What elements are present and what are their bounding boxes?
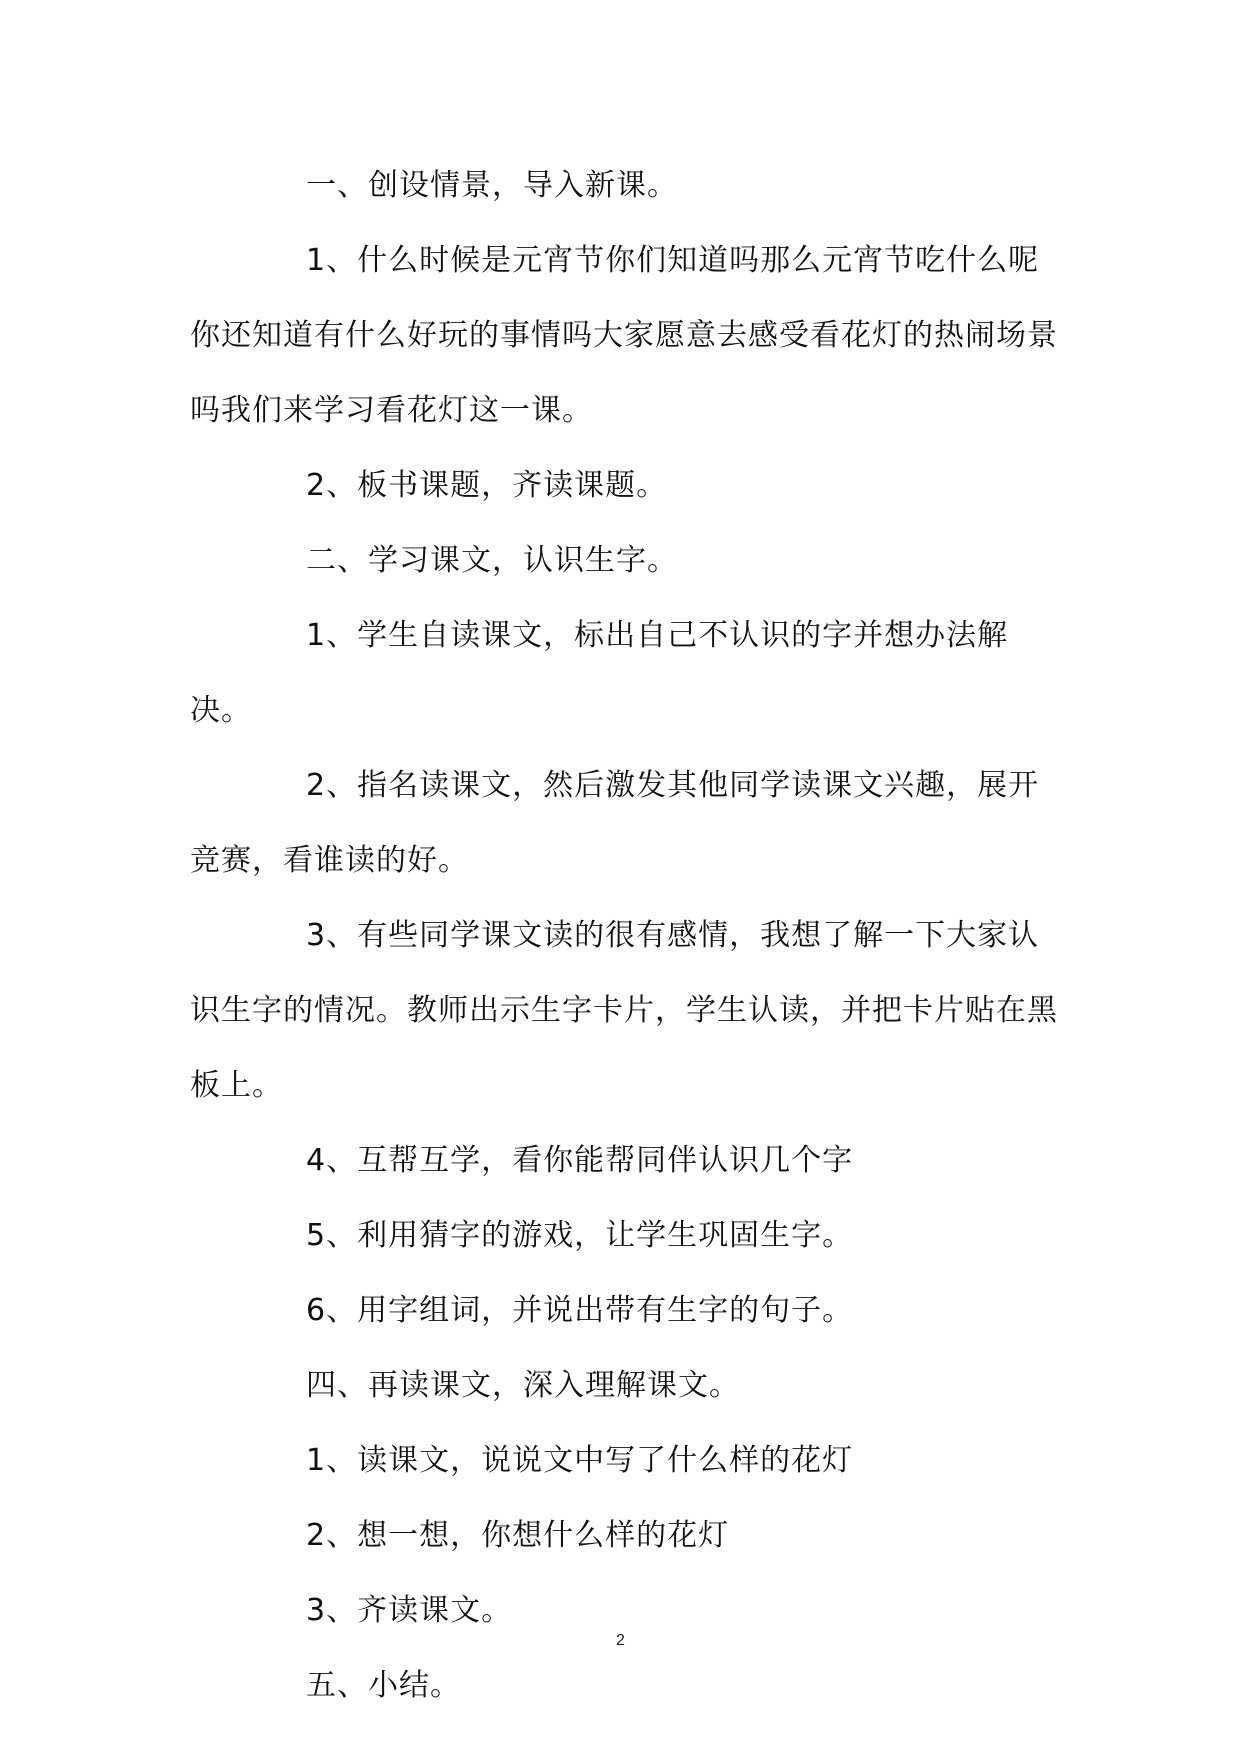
list-item: 1、读课文，说说文中写了什么样的花灯 xyxy=(306,1443,854,1478)
list-item: 2、想一想，你想什么样的花灯 xyxy=(306,1518,730,1553)
page-number: 2 xyxy=(616,1632,625,1649)
section-heading-2: 二、学习课文，认识生字。 xyxy=(306,543,678,578)
section-heading-4: 四、再读课文，深入理解课文。 xyxy=(306,1368,740,1403)
body-text xyxy=(190,148,1060,1723)
list-item: 6、用字组词，并说出带有生字的句子。 xyxy=(306,1293,854,1328)
list-item: 4、互帮互学，看你能帮同伴认识几个字 xyxy=(306,1143,854,1178)
list-item: 3、有些同学课文读的很有感情，我想了解一下大家认识生字的情况。教师出示生字卡片，学生认读，并把卡片贴在黑板上。 xyxy=(190,918,1058,1103)
section-heading-5: 五、小结。 xyxy=(306,1668,461,1703)
list-item: 3、齐读课文。 xyxy=(306,1593,513,1628)
section-heading-1: 一、创设情景，导入新课。 xyxy=(306,168,678,203)
list-item: 1、学生自读课文，标出自己不认识的字并想办法解决。 xyxy=(190,618,1009,728)
list-item: 2、板书课题，齐读课题。 xyxy=(306,468,668,503)
list-item: 5、利用猜字的游戏，让学生巩固生字。 xyxy=(306,1218,854,1253)
list-item: 2、指名读课文，然后激发其他同学读课文兴趣，展开竞赛，看谁读的好。 xyxy=(190,768,1040,878)
list-item: 1、什么时候是元宵节你们知道吗那么元宵节吃什么呢你还知道有什么好玩的事情吗大家愿意去感受看花灯的热闹场景吗我们来学习看花灯这一课。 xyxy=(190,243,1058,428)
